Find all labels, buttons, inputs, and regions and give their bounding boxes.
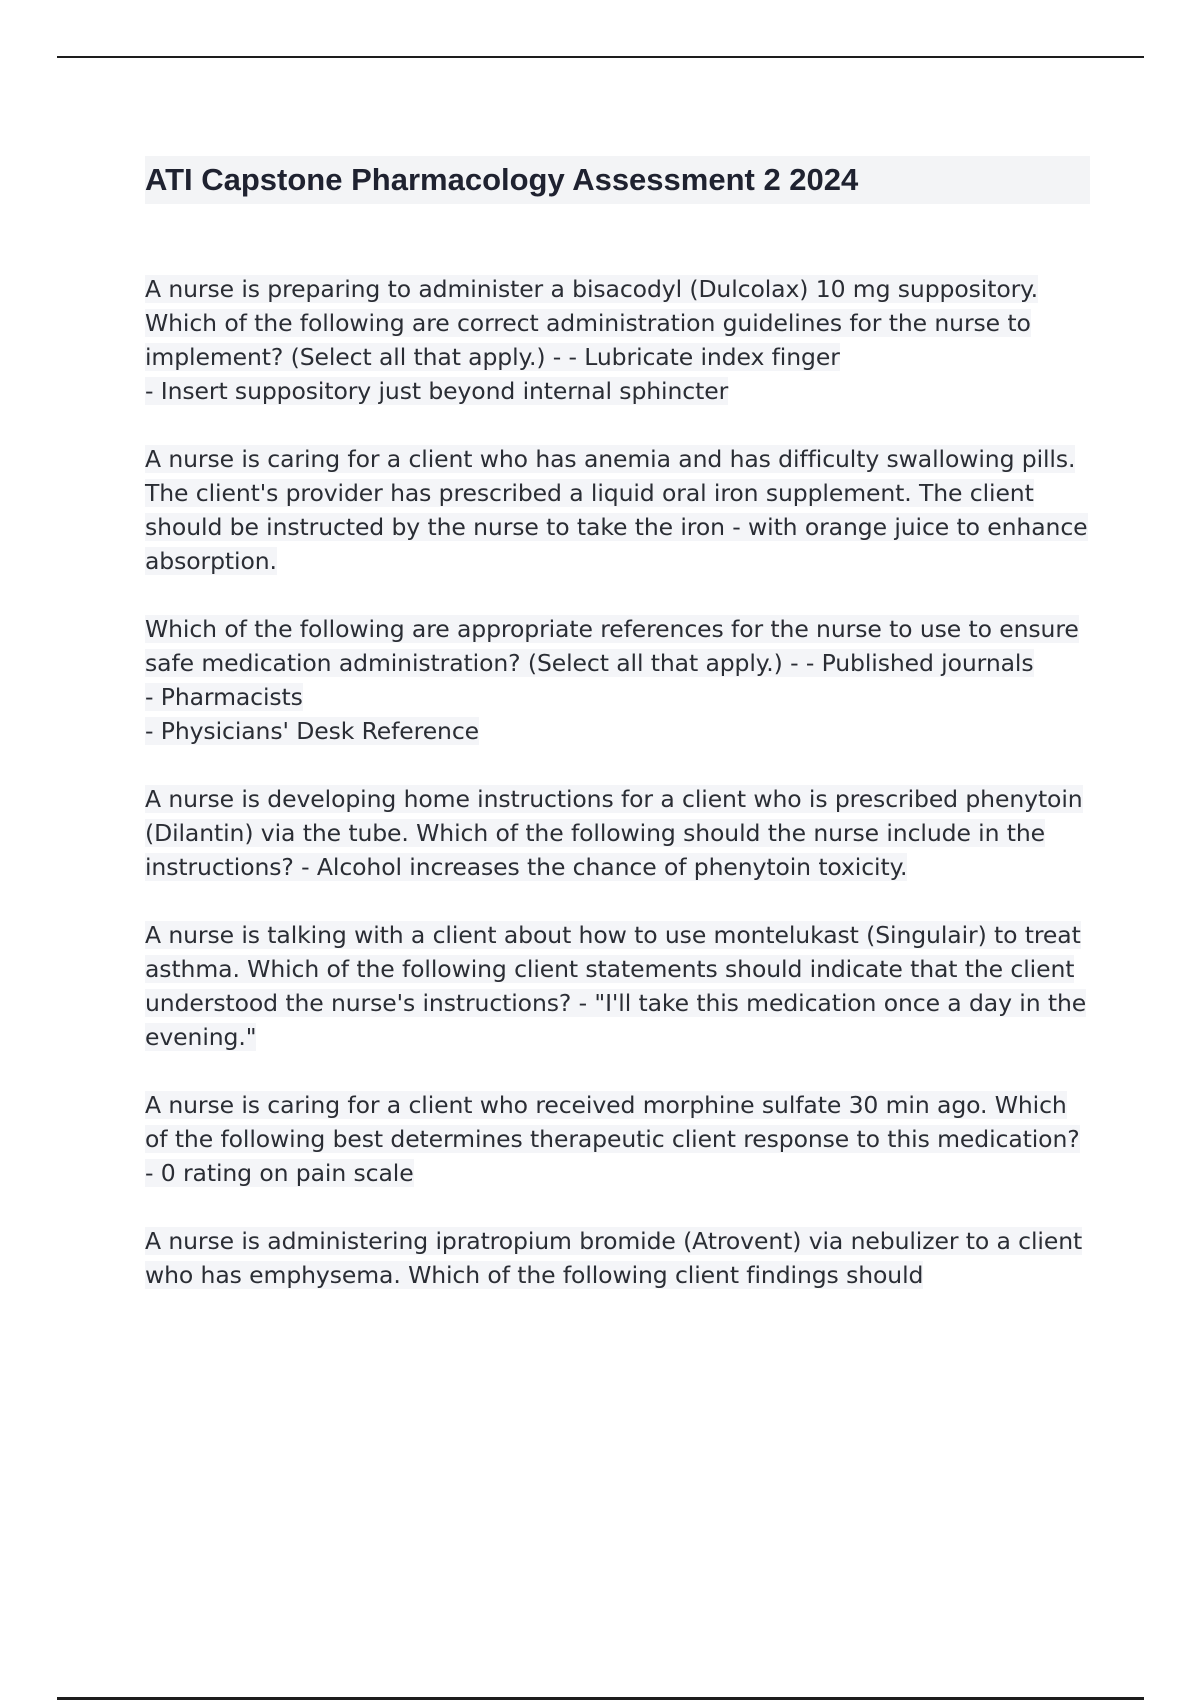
- top-rule: [57, 56, 1144, 58]
- qa-item: [145, 612, 1090, 748]
- qa-item: [145, 1224, 1090, 1292]
- question-text: A nurse is caring for a client who received morphine sulfate 30 min ago. Which of the following best determines therapeutic client response to this medication? - 0 rating on pain scale: [145, 1091, 1080, 1187]
- answer-line: - Physicians' Desk Reference: [145, 717, 480, 745]
- question-text: A nurse is administering ipratropium bromide (Atrovent) via nebulizer to a client who has emphysema. Which of the following client findings should: [145, 1227, 1083, 1289]
- question-text: Which of the following are appropriate references for the nurse to use to ensure safe medication administration? (Select all that apply.) - - Published journals: [145, 615, 1079, 677]
- qa-item: [145, 1088, 1090, 1190]
- answer-line: - Pharmacists: [145, 683, 303, 711]
- question-text: A nurse is developing home instructions for a client who is prescribed phenytoin (Dilantin) via the tube. Which of the following should the nurse include in the instructions? - Alcohol increases the chance of phenytoin toxicity.: [145, 785, 1083, 881]
- question-text: A nurse is preparing to administer a bisacodyl (Dulcolax) 10 mg suppository. Which of the following are correct administration guidelines for the nurse to implement? (Select all that apply.) - - Lubricate index finger: [145, 275, 1038, 371]
- qa-item: [145, 782, 1090, 884]
- qa-item: [145, 442, 1090, 578]
- document-body: [145, 156, 1090, 1326]
- qa-item: [145, 918, 1090, 1054]
- question-text: A nurse is talking with a client about how to use montelukast (Singulair) to treat asthma. Which of the following client statements should indicate that the client understood the nurse's instructions? - "I'll take this medication once a day in the evening.": [145, 921, 1087, 1051]
- question-text: A nurse is caring for a client who has anemia and has difficulty swallowing pills. The client's provider has prescribed a liquid oral iron supplement. The client should be instructed by the nurse to take the iron - with orange juice to enhance absorption.: [145, 445, 1088, 575]
- qa-item: [145, 272, 1090, 408]
- document-title: ATI Capstone Pharmacology Assessment 2 2024: [145, 156, 1090, 204]
- answer-line: - Insert suppository just beyond internal sphincter: [145, 377, 729, 405]
- qa-list: [145, 272, 1090, 1292]
